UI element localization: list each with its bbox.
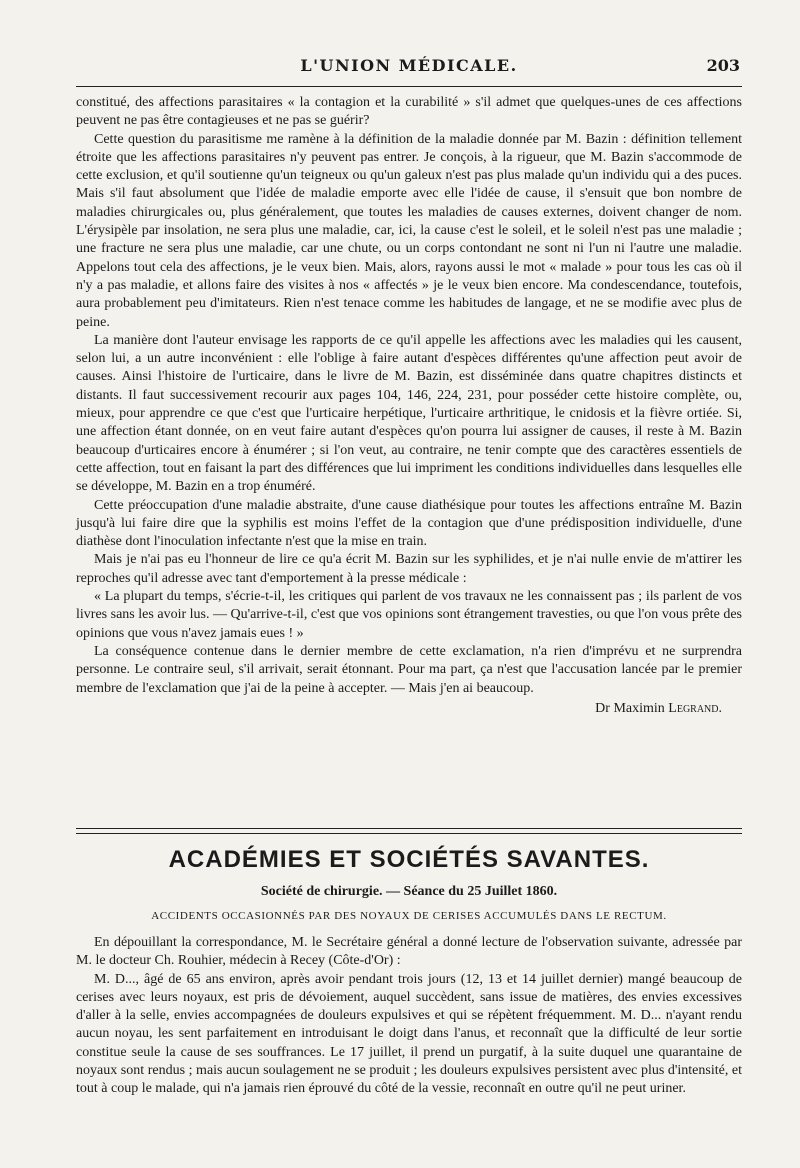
running-title: L'UNION MÉDICALE.	[300, 56, 518, 75]
signature	[76, 700, 742, 718]
header-rule	[76, 86, 742, 87]
article-quote: « La plupart du temps, s'écrie-t-il, les critiques qui parlent de vos travaux ne les connaissent pas ; ils parlent de vos livres sans les avoir lus. — Qu'arrive-t-il, c'est que vos opinions sont étrangement travesties, ou que l'on vous prête des opinions que vous n'avez jamais eues ! »	[76, 589, 742, 641]
section-paragraph: En dépouillant la correspondance, M. le Secrétaire général a donné lecture de l'observation suivante, adressée par M. le docteur Ch. Rouhier, médecin à Recey (Côte-d'Or) :	[76, 935, 742, 969]
article-paragraph: Mais je n'ai pas eu l'honneur de lire ce qu'a écrit M. Bazin sur les syphilides, et je n'ai nulle envie de m'attirer les reproches qu'il adresse avec tant d'emportement à la presse médicale :	[76, 552, 742, 586]
academies-section	[76, 846, 742, 1099]
article-paragraph: constitué, des affections parasitaires « la contagion et la curabilité » s'il admet que quelques-unes de ces affections peuvent ne pas être contagieuses et ne pas se guérir?	[76, 95, 742, 129]
case-title: ACCIDENTS OCCASIONNÉS PAR DES NOYAUX DE CERISES ACCUMULÉS DANS LE RECTUM.	[151, 910, 667, 922]
section-divider	[76, 828, 742, 834]
society-session-line: Société de chirurgie. — Séance du 25 Juillet 1860.	[260, 884, 558, 899]
section-title: ACADÉMIES ET SOCIÉTÉS SAVANTES.	[168, 846, 650, 873]
signature-prefix: Dr Maximin	[595, 700, 669, 716]
signature-name: Legrand.	[668, 700, 722, 716]
article-paragraph: La manière dont l'auteur envisage les rapports de ce qu'il appelle les affections avec les maladies qui les causent, selon lui, a un autre inconvénient : elle l'oblige à faire autant d'espèces différentes qu'une affection peut avoir de causes. Ainsi l'histoire de l'urticaire, dans le livre de M. Bazin, est disséminée dans quatre chapitres distincts et distants. Il faut successivement recourir aux pages 104, 146, 224, 231, pour posséder cette histoire complète, ou, mieux, pour apprendre ce que c'est que l'urticaire herpétique, l'urticaire arthritique, le cnidosis et la fièvre ortiée. Si, une affection étant donnée, on en veut faire autant d'espèces qu'on pourra lui assigner de causes, il reste à M. Bazin beaucoup d'urticaires encore à énumérer ; si l'on veut, au contraire, ne tenir compte que des caractères essentiels de cette affection, tout en faisant la part des différences que lui impriment les conditions individuelles dans lesquelles elle se développe, M. Bazin en a trop énuméré.	[76, 332, 742, 495]
section-body	[76, 934, 742, 1099]
section-paragraph: M. D..., âgé de 65 ans environ, après avoir pendant trois jours (12, 13 et 14 juillet dernier) mangé beaucoup de cerises avec leurs noyaux, est pris de dévoiement, auquel succèdent, sans issue de matières, des envies excessives d'aller à la selle, envies accompagnées de douleurs expulsives et qui se répètent fréquemment. M. D... n'ayant rendu aucun noyau, les sent parfaitement en introduisant le doigt dans l'anus, et reconnaît que la difficulté de leur sortie constitue seule la cause de ses souffrances. Le 17 juillet, il prend un purgatif, à la suite duquel une quarantaine de noyaux sont rendus ; mais aucun soulagement ne se produit ; les douleurs expulsives persistent avec plus d'intensité, et tout à coup le malade, qui n'a jamais rien éprouvé du côté de la vessie, reconnaît en outre qu'il ne peut uriner.	[76, 971, 742, 1097]
running-header	[76, 56, 742, 82]
page-number: 203	[706, 56, 740, 75]
article-body	[76, 94, 742, 718]
article-paragraph: Cette question du parasitisme me ramène à la définition de la maladie donnée par M. Bazin : définition tellement étroite que les affections parasitaires n'y peuvent pas entrer. Je conçois, à la rigueur, que M. Bazin s'accommode de cette exclusion, et qu'il soutienne qu'un teigneux ou qu'un galeux n'est pas plus malade qu'un individu qui a des puces. Mais s'il faut absolument que l'idée de maladie emporte avec elle l'idée de cause, il s'ensuit que bon nombre de maladies chirurgicales ou, plus généralement, que toutes les maladies de causes externes, doivent changer de nom. L'érysipèle par insolation, ne sera plus une maladie, car, ici, la cause c'est le soleil, et le soleil n'est pas une maladie ; une fracture ne sera plus une maladie, car une chute, ou un corps contondant ne sont ni l'un ni l'autre une maladie. Appelons tout cela des affections, je le veux bien. Mais, alors, rayons aussi le mot « malade » pour tous les cas où il n'y a pas maladie, et allons faire des visites à nos « affectés » je le veux bien encore. Ma condescendance, toutefois, aura probablement peu d'imitateurs. Rien n'est tenace comme les habitudes de langage, et ne se modifie avec plus de peine.	[76, 131, 742, 330]
article-paragraph: La conséquence contenue dans le dernier membre de cette exclamation, n'a rien d'imprévu et ne surprendra personne. Le contraire seul, s'il arrivait, serait étonnant. Pour ma part, ça n'est que l'accusation lancée par le premier membre de l'exclamation que j'ai de la peine à accepter. — Mais j'en ai beaucoup.	[76, 643, 742, 696]
article-paragraph: Cette préoccupation d'une maladie abstraite, d'une cause diathésique pour toutes les affections entraîne M. Bazin jusqu'à lui faire dire que la syphilis est moins l'effet de la contagion que d'une prédisposition individuelle, d'une diathèse dont l'inoculation infectante n'est que la mise en train.	[76, 497, 742, 550]
